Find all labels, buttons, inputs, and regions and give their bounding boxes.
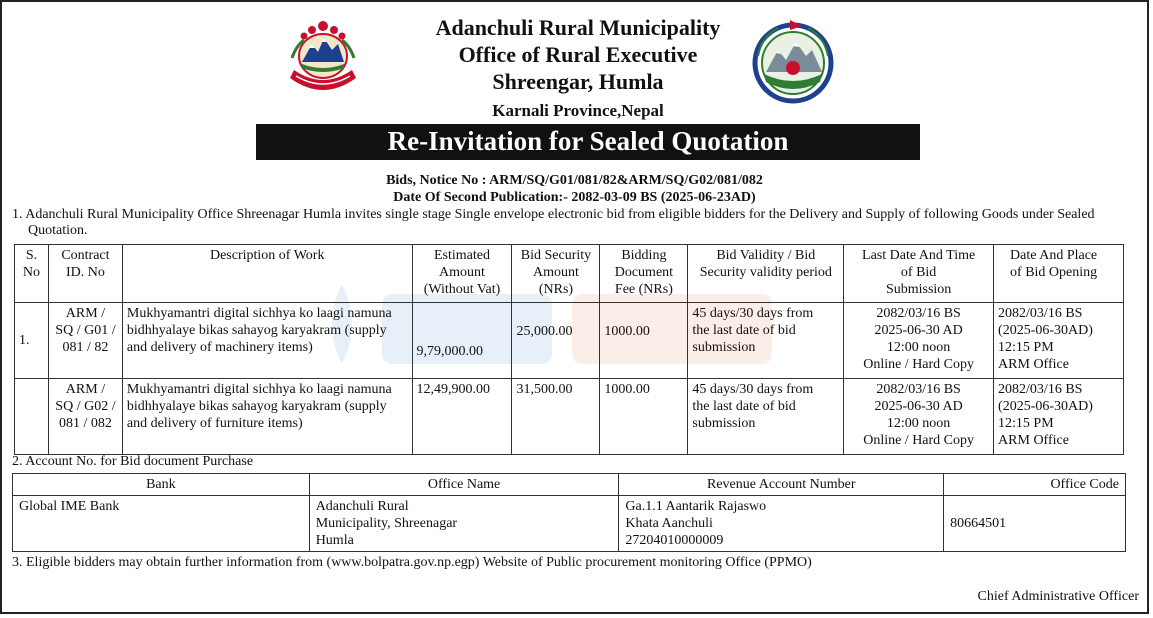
nepal-emblem-icon [282, 18, 364, 100]
col-document-fee: Bidding Document Fee (NRs) [600, 245, 688, 303]
invitation-paragraph [12, 207, 1148, 239]
col-description: Description of Work [122, 245, 412, 303]
col-office-code: Office Code [944, 474, 1126, 496]
municipality-logo-icon [750, 16, 836, 106]
row-estimated-amount: 9,79,000.00 [412, 303, 512, 379]
signature-title: Chief Administrative Officer [977, 589, 1139, 604]
row-contract-id: ARM / SQ / G01 / 081 / 82 [48, 303, 122, 379]
row-opening: 2082/03/16 BS (2025-06-30AD) 12:15 PM ARM Office [994, 379, 1124, 455]
col-sno: S. No [15, 245, 49, 303]
revenue-account-cell: Ga.1.1 Aantarik Rajaswo Khata Aanchuli 27204010000009 [619, 496, 944, 552]
account-heading: 2. Account No. for Bid document Purchase [12, 454, 254, 469]
row-document-fee: 1000.00 [600, 303, 688, 379]
col-bid-validity: Bid Validity / Bid Security validity period [688, 245, 844, 303]
office-location: Shreengar, Humla [492, 69, 664, 94]
office-code-cell: 80664501 [944, 496, 1126, 552]
row-bid-security: 25,000.00 [512, 303, 600, 379]
row-bid-validity: 45 days/30 days from the last date of bid submission [688, 379, 844, 455]
col-office-name: Office Name [309, 474, 619, 496]
col-revenue-account: Revenue Account Number [619, 474, 944, 496]
row-opening: 2082/03/16 BS (2025-06-30AD) 12:15 PM ARM Office [994, 303, 1124, 379]
office-heading [378, 14, 778, 123]
table-row [13, 496, 1126, 552]
office-name: Office of Rural Executive [458, 42, 698, 67]
col-bid-security: Bid Security Amount (NRs) [512, 245, 600, 303]
col-contract-id: Contract ID. No [48, 245, 122, 303]
bids-notice-number: Bids, Notice No : ARM/SQ/G01/081/82&ARM/SQ/G02/081/082 [386, 173, 763, 188]
letterhead [2, 2, 1147, 122]
invitation-line-1: 1. Adanchuli Rural Municipality Office Shreenagar Humla invites single stage Single envelope electronic bid from eligible bidders for the Delivery and Supply of following Goods under Sealed [12, 207, 1095, 222]
municipality-name: Adanchuli Rural Municipality [435, 15, 721, 40]
col-submission: Last Date And Time of Bid Submission [844, 245, 994, 303]
row-submission: 2082/03/16 BS 2025-06-30 AD 12:00 noon Online / Hard Copy [844, 379, 994, 455]
account-table-header [13, 474, 1126, 496]
row-sno [15, 379, 49, 455]
row-description: Mukhyamantri digital sichhya ko laagi namuna bidhhyalaye bikas sahayog karyakram (supply and delivery of furniture items) [122, 379, 412, 455]
table-row [15, 303, 1124, 379]
account-table [12, 473, 1126, 552]
row-bid-validity: 45 days/30 days from the last date of bid submission [688, 303, 844, 379]
row-submission: 2082/03/16 BS 2025-06-30 AD 12:00 noon Online / Hard Copy [844, 303, 994, 379]
row-estimated-amount: 12,49,900.00 [412, 379, 512, 455]
publication-date: Date Of Second Publication:- 2082-03-09 BS (2025-06-23AD) [393, 190, 756, 205]
office-name-cell: Adanchuli Rural Municipality, Shreenagar Humla [309, 496, 619, 552]
row-sno: 1. [15, 303, 49, 379]
col-estimated-amount: Estimated Amount (Without Vat) [412, 245, 512, 303]
info-paragraph: 3. Eligible bidders may obtain further information from (www.bolpatra.gov.np.egp) Website of Public procurement monitoring Office (PPMO) [12, 555, 812, 570]
notice-title: Re-Invitation for Sealed Quotation [256, 124, 920, 160]
invitation-line-2: Quotation. [28, 223, 88, 238]
row-description: Mukhyamantri digital sichhya ko laagi namuna bidhhyalaye bikas sahayog karyakram (supply and delivery of machinery items) [122, 303, 412, 379]
table-row [15, 379, 1124, 455]
province-name: Karnali Province,Nepal [492, 101, 664, 120]
row-document-fee: 1000.00 [600, 379, 688, 455]
bid-table [14, 244, 1124, 455]
bank-name: Global IME Bank [13, 496, 310, 552]
notice-reference [2, 172, 1147, 206]
row-contract-id: ARM / SQ / G02 / 081 / 082 [48, 379, 122, 455]
col-bank: Bank [13, 474, 310, 496]
bid-table-header [15, 245, 1124, 303]
col-opening: Date And Place of Bid Opening [994, 245, 1124, 303]
row-bid-security: 31,500.00 [512, 379, 600, 455]
